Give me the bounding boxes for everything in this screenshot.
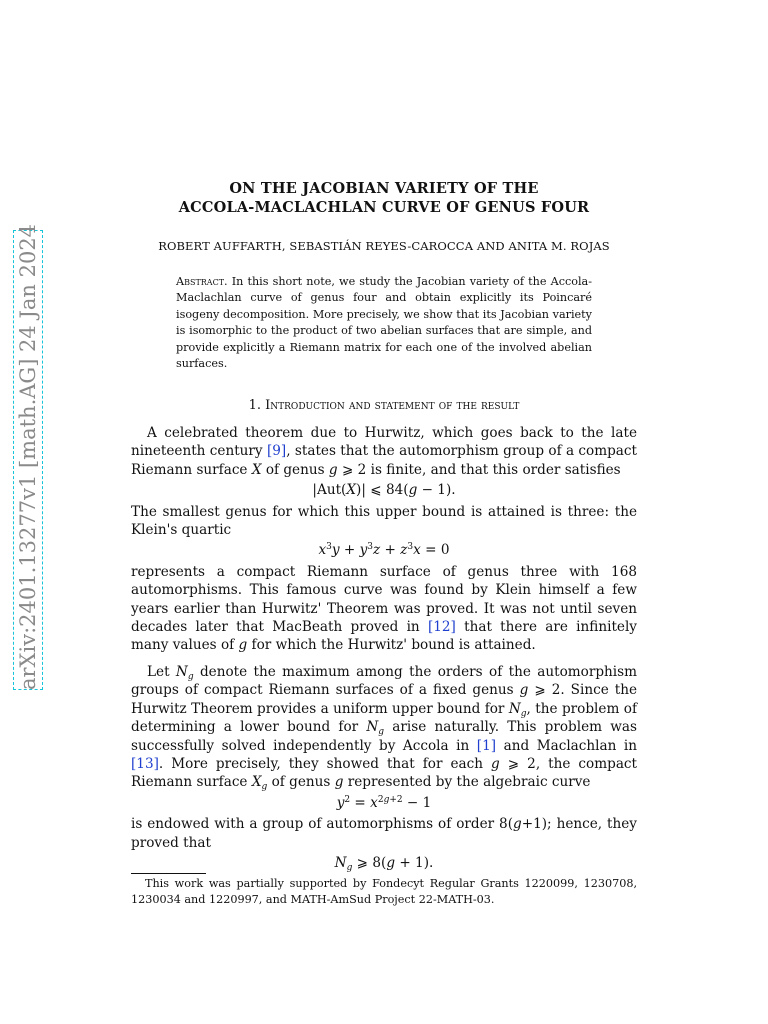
paragraph-1: A celebrated theorem due to Hurwitz, which goes back to the late nineteenth century [9], states that the automorphism group of a compact Riemann surface X of genus g ⩾ 2 is finite, and that this order satisfies xyxy=(131,425,637,478)
abstract-text: In this short note, we study the Jacobian variety of the Accola-Maclachlan curve of genus four and obtain explicitly its Poincaré isogeny decomposition. More precisely, we show that its Jacobian variety is isomorphic to the product of two abelian surfaces that are simple, and provide explicitly a Riemann matrix for each one of the involved abelian surfaces. xyxy=(176,275,592,371)
paragraph-2: The smallest genus for which this upper bound is attained is three: the Klein's quartic xyxy=(131,503,637,539)
footnote-rule xyxy=(131,873,206,874)
equation-klein-quartic: $x^3y + y^3z + z^3x = 0$ xyxy=(318,542,450,559)
footnote: This work was partially supported by Fondecyt Regular Grants 1220099, 1230708, 1230034 and 1220997, and MATH-AmSud Project 22-MATH-03. xyxy=(131,877,637,906)
abstract xyxy=(176,274,592,372)
equation-accola-maclachlan-curve: $y^2 = x^{2g+2} - 1$ xyxy=(336,794,432,811)
abstract-label: Abstract. xyxy=(176,275,228,288)
author-list: ROBERT AUFFARTH, SEBASTIÁN REYES-CAROCCA AND ANITA M. ROJAS xyxy=(158,239,610,253)
arxiv-identifier[interactable]: arXiv:2401.13277v1 [math.AG] 24 Jan 2024 xyxy=(16,223,40,690)
citation-9[interactable]: [9] xyxy=(266,443,287,460)
section-heading: 1. Introduction and statement of the result xyxy=(248,398,520,413)
title-line-1: ON THE JACOBIAN VARIETY OF THE xyxy=(229,180,539,197)
title-line-2: ACCOLA-MACLACHLAN CURVE OF GENUS FOUR xyxy=(178,199,590,216)
paragraph-4: is endowed with a group of automorphisms of order 8(g+1); hence, they proved that xyxy=(131,816,637,851)
equation-hurwitz-bound: |Aut(X)| ⩽ 84(g − 1). xyxy=(312,482,456,499)
body-text xyxy=(131,424,637,875)
paragraph-2-cont: represents a compact Riemann surface of genus three with 168 automorphisms. This famous curve was found by Klein himself a few years earlier than Hurwitz' Theorem was proved. It was not until seven decades later that MacBeath proved in [12] that there are infinitely many values of g for which the Hurwitz' bound is attained. xyxy=(131,563,637,654)
paragraph-3: Let $N_g$ denote the maximum among the orders of the automorphism groups of compact Riemann surfaces of a fixed genus g ⩾ 2. Since the Hurwitz Theorem provides a uniform upper bound for $N_g$, the problem of determining a lower bound for $N_g$ arise naturally. This problem was successfully solved independently by Accola in [1] and Maclachlan in [13]. More precisely, they showed that for each g ⩾ 2, the compact Riemann surface $X_g$ of genus g represented by the algebraic curve xyxy=(131,663,638,793)
citation-12[interactable]: [12] xyxy=(427,619,456,636)
paper-title xyxy=(130,179,638,217)
citation-1[interactable]: [1] xyxy=(476,737,497,754)
equation-lower-bound: $N_g$ ⩾ 8(g + 1). xyxy=(334,854,434,873)
citation-13[interactable]: [13] xyxy=(131,755,159,772)
